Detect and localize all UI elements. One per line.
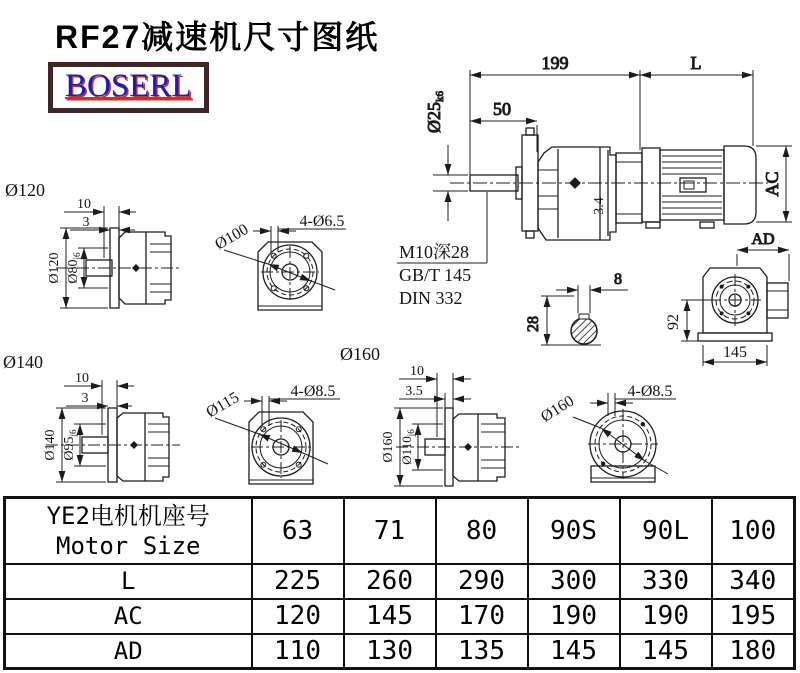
v140-body [117, 413, 169, 481]
AD-63: 110 [252, 634, 344, 669]
v160s-flange-dia: Ø160 [381, 431, 396, 463]
row-label-L: L [5, 564, 252, 599]
L-80: 290 [436, 564, 528, 599]
brand-logo-text: BOSERL [65, 68, 192, 104]
shaft-key-section [525, 271, 628, 345]
size-90L: 90L [620, 498, 712, 564]
v140-flange-dia: Ø140 [43, 429, 58, 461]
dim-50: 50 [493, 99, 511, 119]
AC-63: 120 [252, 599, 344, 634]
dim-key-width: 8 [614, 271, 622, 288]
flange-view-120 [5, 180, 182, 308]
dim-AD: AD [751, 231, 775, 248]
dim-key-depth: 28 [525, 316, 542, 332]
AD-90L: 145 [620, 634, 712, 669]
flange-view-115 [203, 383, 340, 484]
back-view-base [698, 333, 772, 341]
AC-90S: 190 [528, 599, 620, 634]
thread-note-line1: M10深28 [399, 242, 470, 262]
AC-90L: 190 [620, 599, 712, 634]
AD-90S: 145 [528, 634, 620, 669]
header-motor-size [5, 498, 252, 564]
v120-dim-10: 10 [77, 197, 91, 212]
table-header-row [5, 498, 795, 564]
v140-dim-10: 10 [75, 371, 89, 386]
v160s-dim-35: 3.5 [405, 384, 423, 399]
dim-92: 92 [665, 314, 682, 330]
size-63: 63 [252, 498, 344, 564]
L-100: 340 [712, 564, 795, 599]
header-motor-size-en: Motor Size [56, 531, 201, 560]
rib-mark-label: 3.4 [592, 197, 607, 215]
motor-nameplate-inner [684, 181, 694, 189]
dim-AC: AC [762, 171, 782, 197]
size-100: 100 [712, 498, 795, 564]
AD-100: 180 [712, 634, 795, 669]
motor-foot-right [700, 222, 714, 228]
thread-note-line3: DIN 332 [399, 288, 463, 308]
motor-stator [660, 150, 724, 220]
L-71: 260 [344, 564, 436, 599]
v140-dim-3: 3 [81, 391, 89, 406]
thread-note [397, 192, 487, 308]
dim-145: 145 [723, 344, 747, 361]
fan-cover [724, 146, 756, 224]
terminal-box [767, 283, 788, 318]
v100-bolt-circle-label: Ø100 [212, 220, 252, 254]
dim-shaft-dia: Ø25k6 [424, 91, 446, 133]
page-title: RF27减速机尺寸图纸 [55, 19, 380, 55]
keyway [579, 314, 589, 319]
table-row-AC [5, 599, 795, 634]
thread-note-line2: GB/T 145 [399, 265, 472, 285]
view-140-title: Ø140 [3, 352, 43, 372]
v120-dim-3: 3 [82, 215, 90, 230]
view-160-title: Ø160 [340, 344, 380, 364]
v160s-spigot-dia: $Ø110_{j6}$ [399, 429, 416, 465]
AD-80: 135 [436, 634, 528, 669]
row-label-AC: AC [5, 599, 252, 634]
AC-71: 145 [344, 599, 436, 634]
v115-holes-label: 4-Ø8.5 [290, 383, 336, 400]
dim-199: 199 [541, 53, 569, 73]
flange-view-160-front [538, 383, 676, 482]
flange-tab-top [526, 128, 534, 135]
row-label-AD: AD [5, 634, 252, 669]
gear-housing [538, 147, 616, 240]
size-71: 71 [344, 498, 436, 564]
flange-view-100 [212, 213, 346, 310]
L-63: 225 [252, 564, 344, 599]
v120-flange-dia: Ø120 [47, 252, 62, 284]
motor-adapter [616, 153, 642, 223]
main-side-view [450, 128, 768, 240]
motor-back-view [665, 268, 788, 366]
table-row-L [5, 564, 795, 599]
size-80: 80 [436, 498, 528, 564]
AC-80: 170 [436, 599, 528, 634]
motor-foot-left [646, 222, 660, 228]
flange-view-160-side [340, 344, 520, 486]
AD-71: 130 [344, 634, 436, 669]
flange-view-140 [3, 352, 180, 482]
v160s-dim-10: 10 [410, 364, 424, 379]
shaft-section-circle [571, 318, 597, 344]
oil-plug-mark [570, 178, 580, 188]
size-90S: 90S [528, 498, 620, 564]
AC-100: 195 [712, 599, 795, 634]
v140-spigot-dia: $Ø95_{j6}$ [62, 429, 78, 461]
v160f-holes-label: 4-Ø8.5 [627, 383, 673, 400]
v160f-dimensions [573, 393, 676, 474]
v100-holes-label: 4-Ø6.5 [299, 213, 345, 230]
dim-L: L [690, 53, 702, 73]
L-90L: 330 [620, 564, 712, 599]
table-row-AD [5, 634, 795, 669]
v115-bolt-circle-label: Ø115 [203, 388, 243, 422]
header-motor-size-cn: YE2电机机座号 [46, 501, 210, 530]
v120-spigot-dia: $Ø80_{j6}$ [66, 252, 82, 284]
v160f-bolt-circle-label: Ø160 [538, 392, 578, 426]
flange-tab-bottom [526, 231, 534, 238]
L-90S: 300 [528, 564, 620, 599]
dimension-table [3, 496, 796, 669]
motor-fins [662, 156, 722, 214]
view-120-title: Ø120 [5, 180, 45, 200]
motor-end-bell [642, 148, 660, 222]
